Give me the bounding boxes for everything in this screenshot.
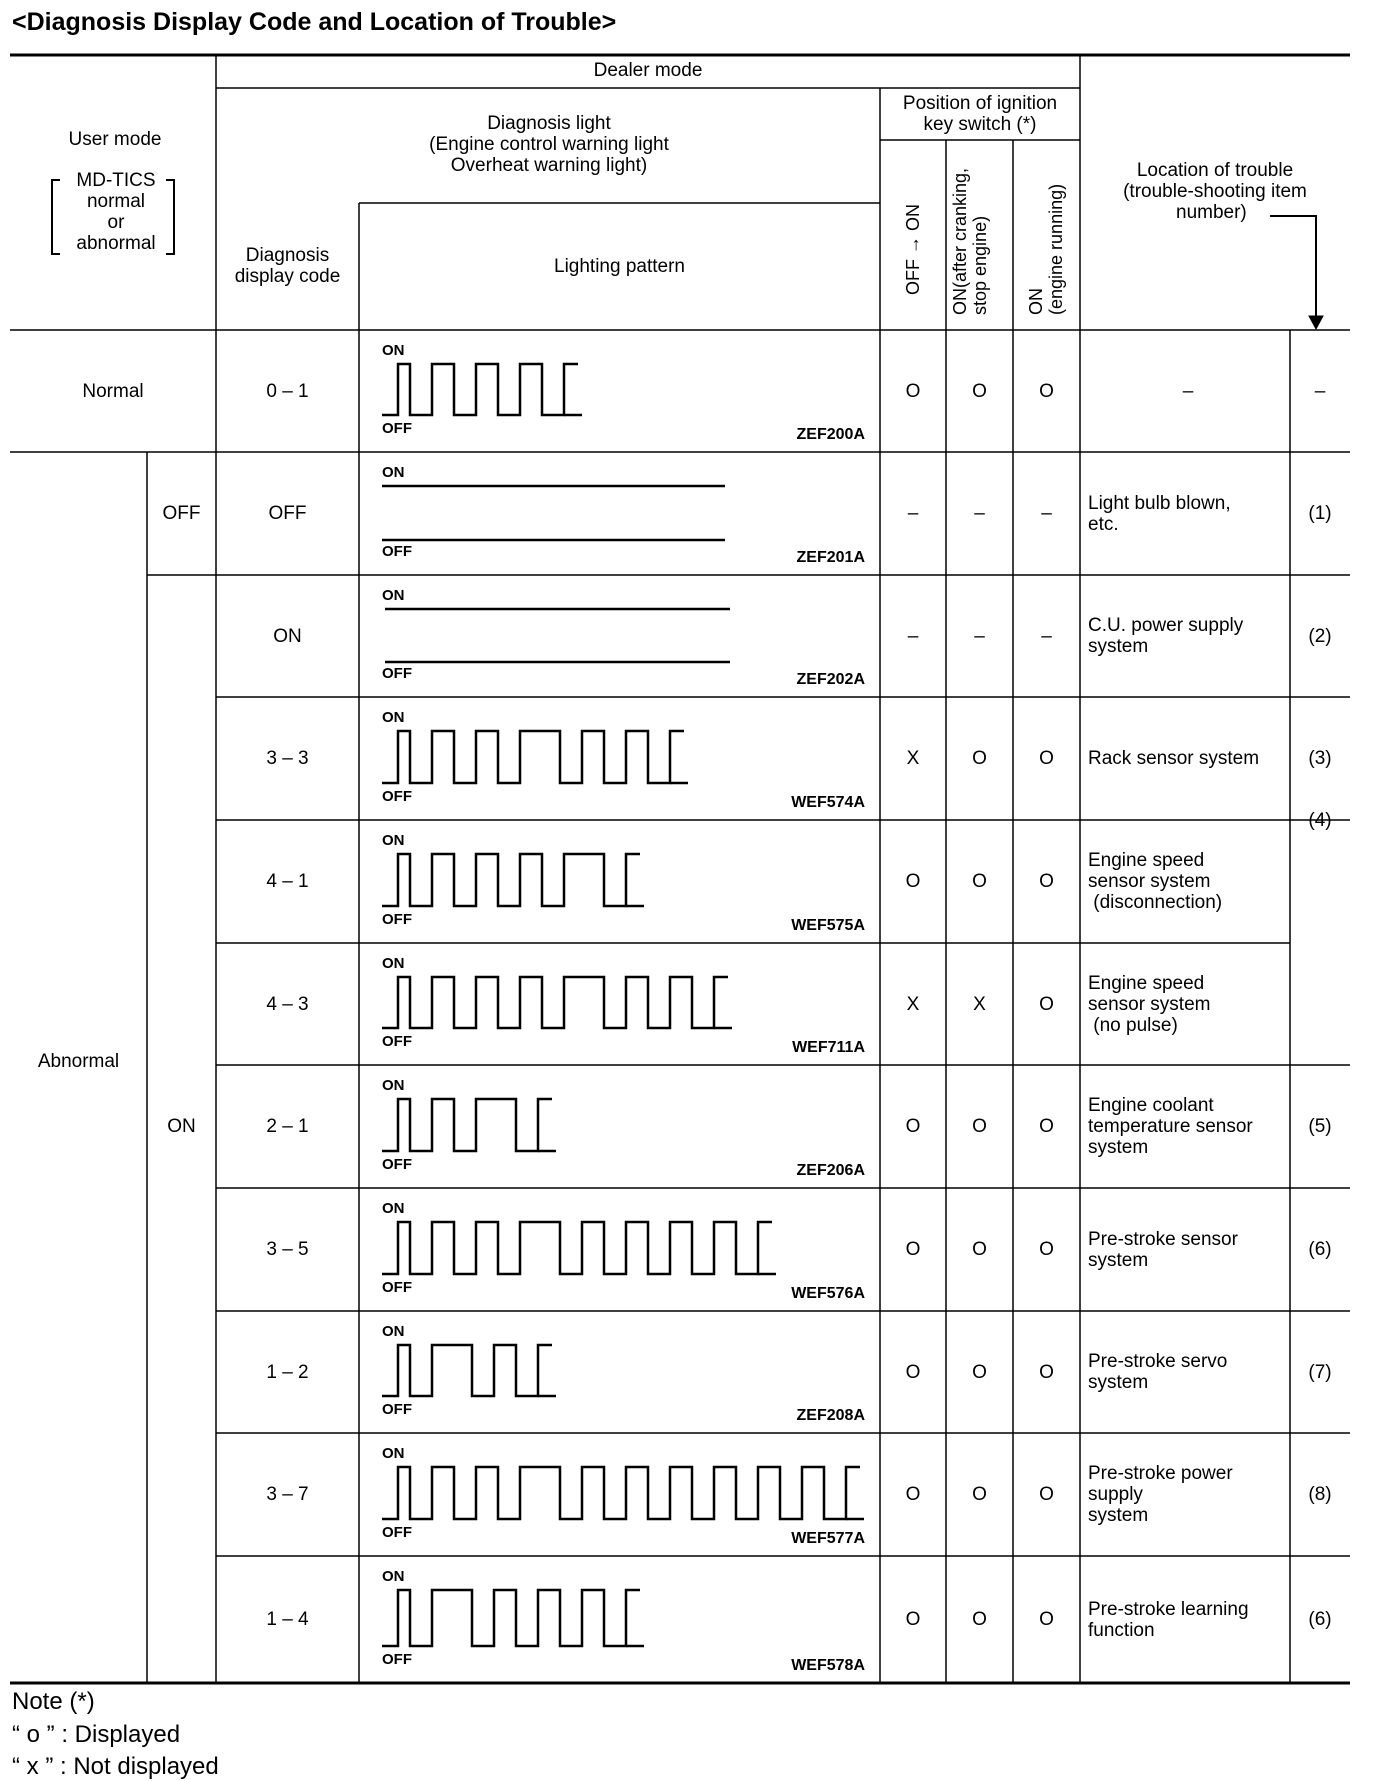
trouble-location [1088, 697, 1288, 820]
key-cranking-value: – [974, 503, 985, 524]
trouble-location-line: sensor system [1088, 993, 1211, 1015]
trouble-location-line: supply [1088, 1484, 1143, 1505]
trouble-location [1088, 1556, 1288, 1683]
figure-code: ZEF206A [796, 1162, 865, 1179]
key-off-on-value: X [906, 993, 920, 1015]
trouble-location-line: system [1088, 636, 1149, 657]
pulse-wave [382, 1590, 640, 1646]
user-normal: Normal [82, 380, 144, 402]
lighting-pattern-wave [370, 1433, 870, 1556]
trouble-location-line: Pre-stroke learning [1088, 1598, 1249, 1620]
key-off-on-value: O [905, 380, 921, 402]
key-cranking-value: X [973, 993, 986, 1015]
pattern-on-label: ON [382, 1200, 405, 1217]
pattern-on-label: ON [382, 342, 405, 359]
pulse-wave [382, 364, 578, 415]
trouble-number: (7) [1308, 1361, 1332, 1383]
key-cranking-value: O [972, 1484, 987, 1505]
user-mode-header: User mode [68, 129, 162, 150]
lighting-pattern-wave [370, 697, 870, 820]
pulse-wave [382, 854, 640, 906]
display-code-header: Diagnosis [245, 245, 330, 266]
trouble-location-text [1088, 748, 1259, 769]
pattern-off-label: OFF [382, 543, 412, 560]
figure-code: ZEF201A [796, 549, 865, 566]
pattern-off-label: OFF [382, 1401, 412, 1418]
mdtics-abnormal: abnormal [76, 233, 156, 254]
mdtics-or: or [107, 212, 125, 233]
key-running-value: O [1039, 1239, 1054, 1260]
pulse-wave [382, 977, 728, 1028]
trouble-location-line: Light bulb blown, [1088, 492, 1231, 514]
key-running-value: O [1039, 1484, 1054, 1505]
key-off-on-value: O [905, 1361, 921, 1383]
lighting-pattern-wave [370, 943, 870, 1065]
pattern-off-label: OFF [382, 788, 412, 805]
key-running-value: O [1039, 993, 1054, 1015]
trouble-location-line: system [1088, 1372, 1149, 1393]
key-cranking-header [950, 167, 990, 315]
figure-code: WEF576A [791, 1285, 865, 1302]
lighting-pattern-header: Lighting pattern [554, 256, 685, 277]
trouble-number: (2) [1308, 625, 1332, 647]
key-running-value: O [1039, 1609, 1054, 1630]
figure-code: WEF577A [791, 1530, 865, 1547]
trouble-location-text [1088, 1095, 1253, 1158]
trouble-location-text [1088, 493, 1231, 535]
mdtics-normal: normal [86, 191, 146, 212]
display-code: 1 – 4 [266, 1609, 309, 1630]
key-off-on-value: O [905, 1116, 921, 1137]
figure-code: ZEF202A [796, 671, 865, 688]
key-cranking-value: O [972, 380, 987, 402]
lighting-pattern-wave [370, 1065, 870, 1188]
lighting-pattern-wave [370, 330, 870, 452]
location-header-3: number) [1176, 202, 1247, 223]
trouble-location-line: system [1088, 1249, 1149, 1271]
key-cranking-value: O [972, 1239, 987, 1260]
trouble-location-line: etc. [1088, 513, 1119, 535]
key-cranking-value: O [972, 748, 987, 769]
key-off-on-value: O [905, 871, 921, 892]
trouble-number: (6) [1308, 1239, 1332, 1260]
key-cranking-value: – [974, 625, 985, 647]
pattern-off-label: OFF [382, 665, 412, 682]
pattern-on-label: ON [382, 709, 405, 726]
key-running-value: – [1041, 625, 1052, 647]
display-code: OFF [268, 503, 307, 524]
dealer-mode-header: Dealer mode [593, 60, 703, 81]
key-off-on-value: O [905, 1484, 921, 1505]
display-code: 4 – 1 [266, 871, 309, 892]
trouble-number: (5) [1308, 1116, 1332, 1137]
trouble-number-4: (4) [1308, 809, 1332, 831]
key-running-line1: ON [1026, 288, 1046, 315]
figure-code: ZEF208A [796, 1407, 865, 1424]
position-header-2: key switch (*) [923, 114, 1037, 135]
display-code: 3 – 3 [266, 748, 309, 769]
pattern-off-label: OFF [382, 1279, 412, 1296]
trouble-location-line: temperature sensor [1088, 1116, 1253, 1137]
key-off-on-value: – [907, 625, 919, 647]
lighting-pattern-wave [370, 575, 870, 697]
user-off: OFF [162, 503, 201, 524]
pulse-wave [382, 731, 684, 783]
lighting-pattern-wave [370, 1188, 870, 1311]
pulse-wave [382, 1099, 552, 1151]
trouble-location-text [1088, 1599, 1249, 1641]
user-on: ON [167, 1116, 196, 1137]
display-code: 2 – 1 [266, 1116, 309, 1137]
key-cranking-value: O [972, 1361, 987, 1383]
pattern-off-label: OFF [382, 1524, 412, 1541]
pattern-on-label: ON [382, 587, 405, 604]
figure-code: WEF574A [791, 794, 865, 811]
key-running-value: O [1039, 1361, 1054, 1383]
trouble-location-line: Engine coolant [1088, 1095, 1214, 1116]
key-off-on-header: OFF → ON [903, 204, 923, 295]
trouble-location-line: Pre-stroke servo [1088, 1351, 1228, 1372]
pattern-off-label: OFF [382, 420, 412, 437]
trouble-location-text [1088, 1229, 1238, 1271]
position-header: Position of ignition [902, 93, 1058, 114]
pattern-off-label: OFF [382, 1033, 412, 1050]
trouble-number: (6) [1308, 1609, 1332, 1630]
key-running-value: O [1039, 748, 1054, 769]
key-cranking-line1: ON(after cranking, [950, 167, 970, 315]
pattern-off-label: OFF [382, 1156, 412, 1173]
trouble-location-line: – [1182, 380, 1194, 402]
figure-code: WEF578A [791, 1657, 865, 1674]
display-code: 4 – 3 [266, 993, 309, 1015]
trouble-number: (8) [1308, 1484, 1332, 1505]
location-header-2: (trouble-shooting item [1123, 181, 1307, 202]
key-cranking-value: O [972, 1609, 987, 1630]
display-code: ON [273, 625, 302, 647]
trouble-location [1088, 1433, 1288, 1556]
trouble-location [1088, 575, 1288, 697]
trouble-location-text [1088, 1351, 1227, 1393]
pulse-wave [382, 1467, 860, 1519]
lighting-pattern-wave [370, 820, 870, 943]
trouble-location-line: system [1088, 1137, 1149, 1158]
trouble-location-text [1183, 381, 1194, 402]
mdtics-label: MD-TICS [76, 170, 156, 191]
trouble-location [1088, 452, 1288, 575]
trouble-location-line: sensor system [1088, 871, 1211, 892]
figure-code: WEF575A [791, 917, 865, 934]
key-off-on-value: – [907, 503, 919, 524]
trouble-location-text [1088, 850, 1222, 913]
diagnosis-light-sub2: Overheat warning light) [450, 155, 648, 176]
trouble-location-line: (no pulse) [1088, 1014, 1178, 1036]
key-off-on-value: O [905, 1239, 921, 1260]
pattern-on-label: ON [382, 1568, 405, 1585]
trouble-location-line: C.U. power supply [1088, 615, 1244, 636]
note-not-displayed: “ x ” : Not displayed [12, 1753, 219, 1780]
trouble-location [1088, 1188, 1288, 1311]
trouble-location [1088, 820, 1288, 943]
trouble-location [1088, 1311, 1288, 1433]
key-running-value: O [1039, 871, 1054, 892]
pattern-on-label: ON [382, 1323, 405, 1340]
key-running-value: O [1039, 1116, 1054, 1137]
trouble-location-line: (disconnection) [1088, 892, 1223, 913]
display-code: 0 – 1 [266, 380, 309, 402]
location-header: Location of trouble [1136, 160, 1294, 181]
key-off-on-value: O [905, 1609, 921, 1630]
trouble-location-text [1088, 973, 1210, 1036]
pattern-on-label: ON [382, 464, 405, 481]
lighting-pattern-wave [370, 1556, 870, 1683]
trouble-location-text [1088, 615, 1243, 657]
display-code: 1 – 2 [266, 1361, 309, 1383]
trouble-number: (1) [1308, 503, 1332, 524]
note-title: Note (*) [12, 1688, 95, 1715]
trouble-location [1088, 330, 1288, 452]
trouble-location-line: Pre-stroke sensor [1088, 1228, 1238, 1250]
lighting-pattern-wave [370, 452, 870, 575]
lighting-pattern-wave [370, 1311, 870, 1433]
user-abnormal: Abnormal [37, 1050, 120, 1072]
key-running-value: – [1041, 503, 1052, 524]
key-running-value: O [1039, 380, 1054, 402]
pulse-wave [382, 1345, 552, 1396]
trouble-location-line: Rack sensor system [1088, 748, 1260, 769]
note-displayed: “ o ” : Displayed [12, 1721, 181, 1748]
key-off-on-value: X [906, 748, 920, 769]
display-code: 3 – 5 [266, 1239, 309, 1260]
trouble-location [1088, 1065, 1288, 1188]
pattern-off-label: OFF [382, 1651, 412, 1668]
pattern-on-label: ON [382, 832, 405, 849]
display-code: 3 – 7 [266, 1484, 309, 1505]
trouble-location-line: Engine speed [1088, 972, 1205, 994]
key-cranking-value: O [972, 1116, 987, 1137]
trouble-location-text [1088, 1463, 1233, 1526]
trouble-location-line: function [1088, 1619, 1155, 1641]
trouble-location-line: system [1088, 1505, 1149, 1526]
pattern-on-label: ON [382, 1077, 405, 1094]
pulse-wave [382, 1222, 772, 1274]
page-title: <Diagnosis Display Code and Location of Trouble> [12, 8, 617, 36]
key-running-header [1026, 175, 1066, 315]
trouble-location-line: Pre-stroke power [1088, 1463, 1233, 1484]
trouble-location [1088, 943, 1288, 1065]
key-running-line2: (engine running) [1046, 183, 1066, 315]
display-code-header-2: display code [234, 266, 341, 287]
trouble-number: – [1314, 380, 1326, 402]
pattern-off-label: OFF [382, 911, 412, 928]
pattern-on-label: ON [382, 1445, 405, 1462]
key-cranking-value: O [972, 871, 987, 892]
diagnosis-light-sub1: (Engine control warning light [429, 134, 669, 155]
trouble-number: (3) [1308, 748, 1332, 769]
key-cranking-line2: stop engine) [970, 215, 990, 315]
pattern-on-label: ON [382, 955, 405, 972]
diagnosis-light-header: Diagnosis light [487, 113, 611, 134]
figure-code: ZEF200A [796, 426, 865, 443]
figure-code: WEF711A [792, 1039, 865, 1056]
trouble-location-line: Engine speed [1088, 850, 1205, 871]
